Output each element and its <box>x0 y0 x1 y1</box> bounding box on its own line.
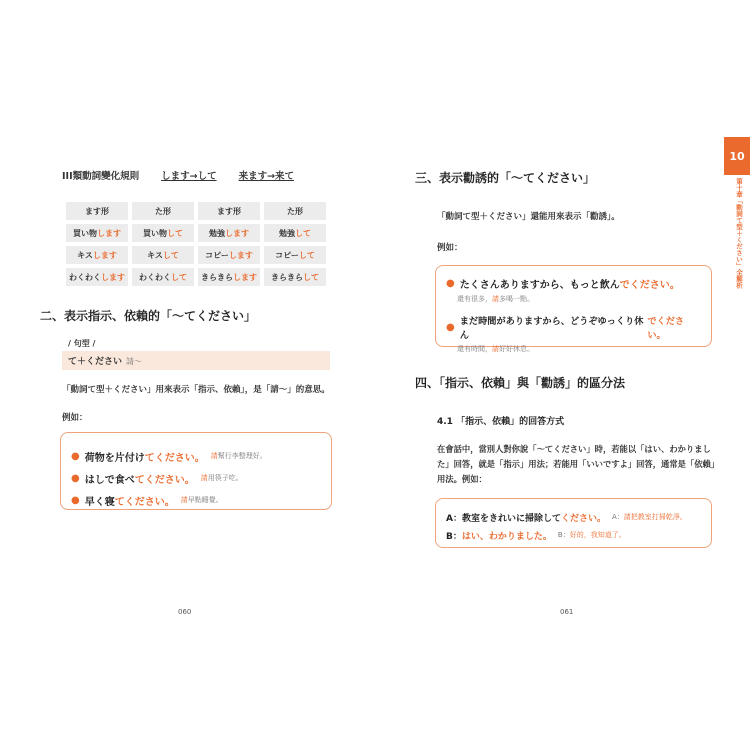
bullet-icon: ● <box>446 278 455 289</box>
table-cell: キスします <box>66 246 128 264</box>
rule-label: III類動詞變化規則 <box>62 171 140 182</box>
section-title: 二、表示指示、依賴的「〜てください」 <box>40 309 257 323</box>
example-label: 例如： <box>62 413 88 423</box>
table-cell: コピーします <box>198 246 260 264</box>
table-header: た形 <box>264 202 326 220</box>
table-cell: コピーして <box>264 246 326 264</box>
rule-suru: します→して <box>161 171 217 182</box>
table-cell: 買い物します <box>66 224 128 242</box>
bullet-icon: ● <box>446 321 455 333</box>
example-item: ● 荷物を片付け てください。 請幫行李整理好。 <box>71 450 267 464</box>
pattern-gloss: 請〜 <box>126 357 143 366</box>
example-box <box>60 432 332 510</box>
example-box <box>435 265 712 353</box>
example-label: 例如： <box>437 243 463 253</box>
table-header: た形 <box>132 202 194 220</box>
example-item: ● はしで食べ てください。 請用筷子吃。 <box>71 472 243 486</box>
pattern-bar <box>62 351 330 370</box>
table-header: ます形 <box>66 202 128 220</box>
table-row <box>66 246 326 264</box>
page-number: 060 <box>178 608 192 616</box>
table-cell: わくわくします <box>66 268 128 286</box>
bullet-icon: ● <box>71 450 80 462</box>
bullet-icon: ● <box>71 472 80 484</box>
table-row <box>66 224 326 242</box>
table-cell: 勉強します <box>198 224 260 242</box>
example-item: ● 早く寝 てください。 請早點睡覺。 <box>71 494 223 508</box>
section-title: 三、表示勸誘的「〜てください」 <box>415 171 596 185</box>
dialog-box <box>435 498 712 548</box>
dialog-line: B： はい、わかりました。 B：好的，我知道了。 <box>446 531 626 542</box>
rule-kuru: 来ます→来て <box>238 171 295 182</box>
table-cell: キスして <box>132 246 194 264</box>
table-cell: きらきらして <box>264 268 326 286</box>
pattern-text: て＋ください <box>68 357 123 367</box>
table-header: ます形 <box>198 202 260 220</box>
table-cell: 買い物して <box>132 224 194 242</box>
chapter-tab: 10 <box>724 137 750 175</box>
pattern-label: / 句型 / <box>68 339 96 348</box>
body-paragraph: 在會話中，當別人對你說「〜てください」時，若能以「はい、わかりました」回答，就是「指示」用法；若能用「いいですよ」回答，通常是「依賴」用法。例如： <box>437 444 715 484</box>
bullet-icon: ● <box>71 494 80 506</box>
explanation: 「動詞て型＋ください」用來表示「指示、依賴」，是「請〜」的意思。 <box>62 385 330 395</box>
table-row <box>66 268 326 286</box>
dialog-line: A： 教室をきれいに掃除して ください。 A：請把教室打掃乾淨。 <box>446 513 687 524</box>
sentence-pattern <box>62 338 330 370</box>
table-cell: わくわくして <box>132 268 194 286</box>
section-title: 四、「指示、依賴」與「勸誘」的區分法 <box>415 376 626 390</box>
example-item: ● たくさんありますから、もっと飲ん でください。 還有很多，請多喝一點。 <box>446 278 680 303</box>
page-number: 061 <box>560 608 574 616</box>
table-cell: 勉強して <box>264 224 326 242</box>
subsection-title: 4.1 「指示、依賴」的回答方式 <box>437 417 565 427</box>
table-header-row <box>66 202 326 220</box>
example-item: ● まだ時間がありますから、どうぞゆっくり休ん でください。 還有時間，請好好休息。 <box>446 316 685 353</box>
explanation: 「動詞て型＋ください」還能用來表示「勸誘」。 <box>437 212 620 222</box>
chapter-side-title: 第十章「動詞て型＋ください」全解析 <box>735 178 743 289</box>
conjugation-table <box>62 198 330 290</box>
right-page <box>375 0 750 750</box>
conjugation-rule <box>62 168 294 182</box>
table-cell: きらきらします <box>198 268 260 286</box>
